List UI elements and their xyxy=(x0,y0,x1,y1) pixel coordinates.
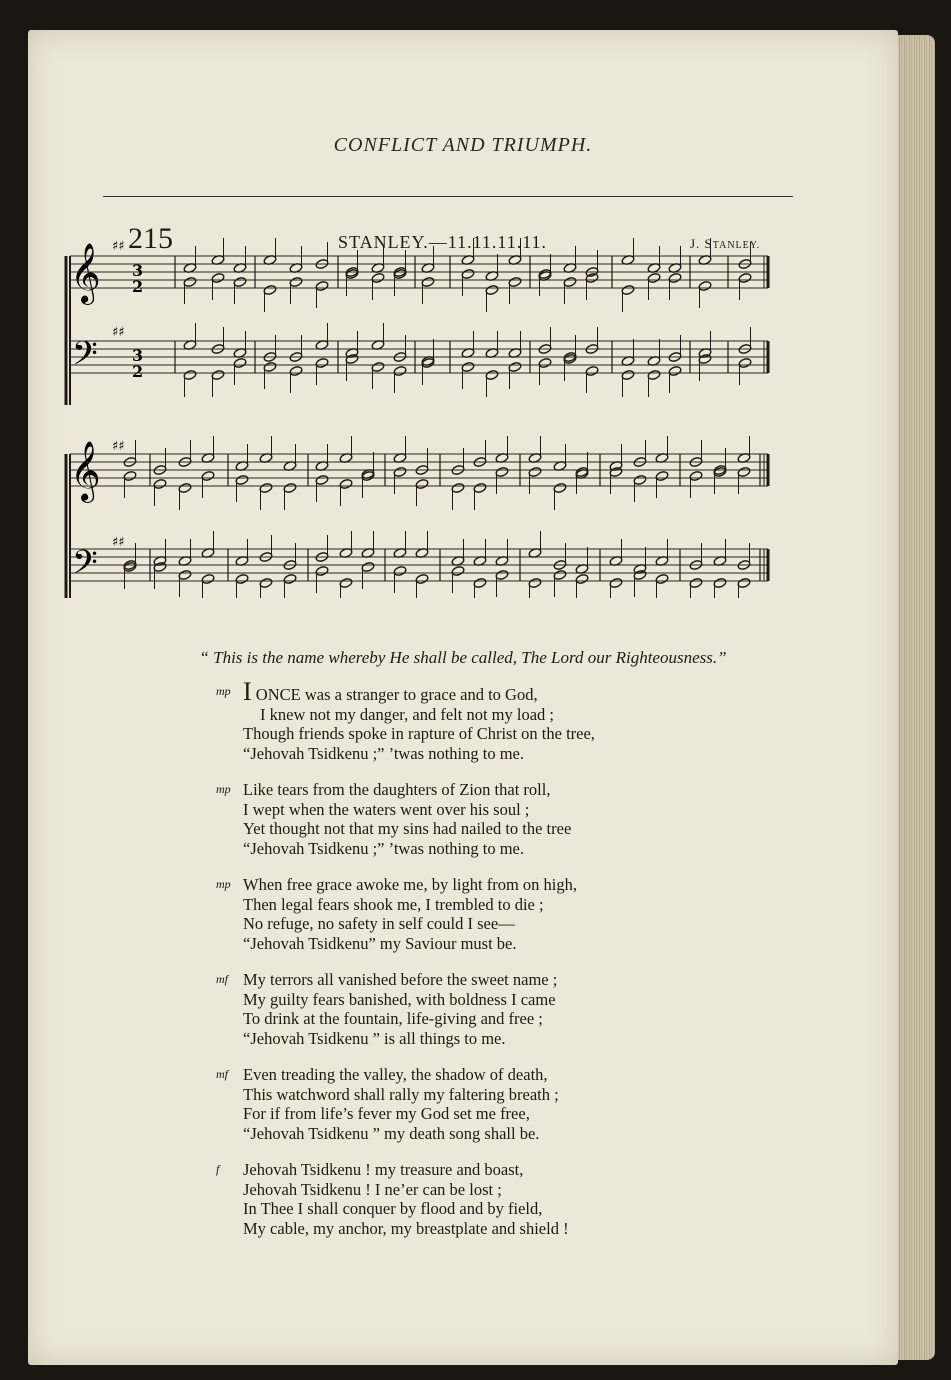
verse-line: Yet thought not that my sins had nailed to the tree xyxy=(243,819,572,838)
note-head xyxy=(737,466,751,477)
note-head xyxy=(575,573,589,584)
bass-clef-icon: 𝄢 xyxy=(72,544,98,590)
time-signature-bottom: 2 xyxy=(132,277,144,296)
note-head xyxy=(315,357,329,368)
note-head xyxy=(371,272,385,283)
verse-line: Though friends spoke in rapture of Christ on the tree, xyxy=(243,724,595,743)
note-head xyxy=(621,284,635,295)
dynamic-marking: mp xyxy=(216,684,231,698)
sharp-icon: ♯♯ xyxy=(112,239,125,254)
note-head xyxy=(315,280,329,291)
dynamic-marking: mf xyxy=(216,1067,228,1081)
verse-line: I ONCE was a stranger to grace and to God, xyxy=(243,677,538,706)
note-head xyxy=(713,577,727,588)
verse-line: Jehovah Tsidkenu ! my treasure and boast, xyxy=(243,1160,524,1179)
dynamic-marking: f xyxy=(216,1162,220,1176)
verse-3 xyxy=(218,875,818,953)
verse-1 xyxy=(216,677,818,763)
note-head xyxy=(698,353,712,364)
note-head xyxy=(689,577,703,588)
dynamic-marking: mp xyxy=(216,877,231,891)
dynamic-marking: mp xyxy=(216,782,231,796)
note-head xyxy=(393,565,407,576)
treble-clef-icon: 𝄞 xyxy=(70,243,101,303)
note-head xyxy=(421,276,435,287)
verse-line: No refuge, no safety in self could I see— xyxy=(243,914,515,933)
drop-cap: I xyxy=(243,677,252,706)
note-head xyxy=(668,365,682,376)
note-head xyxy=(609,466,623,477)
note-head xyxy=(201,470,215,481)
note-head xyxy=(508,276,522,287)
verse-6 xyxy=(218,1160,818,1238)
note-head xyxy=(689,470,703,481)
music-score xyxy=(60,228,780,598)
note-head xyxy=(361,561,375,572)
note-head xyxy=(289,276,303,287)
note-head xyxy=(259,482,273,493)
note-head xyxy=(183,276,197,287)
note-head xyxy=(345,353,359,364)
time-signature-top: 3 xyxy=(132,261,144,280)
note-head xyxy=(668,272,682,283)
verse-line: Even treading the valley, the shadow of death, xyxy=(243,1065,548,1084)
verse-line: For if from life’s fever my God set me free, xyxy=(243,1104,530,1123)
note-head xyxy=(235,573,249,584)
note-head xyxy=(528,577,542,588)
note-head xyxy=(473,577,487,588)
tune-title: STANLEY.—11.11.11.11. xyxy=(338,232,548,252)
verse-line: I wept when the waters went over his soul ; xyxy=(243,799,530,819)
note-head xyxy=(289,365,303,376)
note-head xyxy=(473,482,487,493)
verse-line: Then legal fears shook me, I trembled to die ; xyxy=(243,894,544,914)
verse-line: Like tears from the daughters of Zion that roll, xyxy=(243,780,551,799)
verse-line: To drink at the fountain, life-giving and free ; xyxy=(243,1009,543,1028)
time-signature-top: 3 xyxy=(132,346,144,365)
running-head: CONFLICT AND TRIUMPH. xyxy=(333,134,593,156)
treble-clef-icon: 𝄞 xyxy=(70,441,101,501)
note-head xyxy=(315,565,329,576)
note-head xyxy=(235,474,249,485)
dynamic-marking: mf xyxy=(216,972,228,986)
verse-line: When free grace awoke me, by light from on high, xyxy=(243,875,578,894)
composer-initial: J. S xyxy=(690,236,713,251)
note-head xyxy=(233,276,247,287)
note-head xyxy=(538,357,552,368)
note-head xyxy=(178,482,192,493)
note-head xyxy=(123,470,137,481)
time-signature-bottom: 2 xyxy=(132,362,144,381)
hymn-verses xyxy=(216,677,818,1255)
sharp-icon: ♯♯ xyxy=(112,325,125,340)
note-head xyxy=(178,569,192,580)
note-head xyxy=(283,482,297,493)
sharp-icon: ♯♯ xyxy=(112,439,125,454)
book-page-edges xyxy=(895,35,935,1360)
note-head xyxy=(655,470,669,481)
scripture-epigraph: “ This is the name whereby He shall be called, The Lord our Righteousness.” xyxy=(199,648,727,667)
note-head xyxy=(563,276,577,287)
verse-line: “Jehovah Tsidkenu ;” ’twas nothing to me. xyxy=(243,838,524,858)
note-head xyxy=(233,357,247,368)
verse-5 xyxy=(218,1065,818,1143)
verse-line: “Jehovah Tsidkenu” my Saviour must be. xyxy=(243,933,517,953)
verse-line: My cable, my anchor, my breastplate and shield ! xyxy=(243,1218,569,1238)
note-head xyxy=(508,361,522,372)
composer-rest: TANLEY. xyxy=(712,240,761,251)
note-head xyxy=(495,569,509,580)
note-head xyxy=(153,478,167,489)
note-head xyxy=(738,272,752,283)
note-head xyxy=(339,577,353,588)
note-head xyxy=(495,466,509,477)
note-head xyxy=(647,369,661,380)
note-head xyxy=(609,577,623,588)
note-head xyxy=(485,369,499,380)
note-head xyxy=(553,482,567,493)
note-head xyxy=(633,474,647,485)
note-head xyxy=(585,365,599,376)
header-rule xyxy=(103,196,793,197)
note-head xyxy=(553,569,567,580)
note-head xyxy=(485,284,499,295)
hymn-number: 215 xyxy=(128,222,173,255)
note-head xyxy=(698,280,712,291)
note-head xyxy=(283,573,297,584)
note-head xyxy=(211,369,225,380)
note-head xyxy=(738,357,752,368)
note-head xyxy=(259,577,273,588)
note-head xyxy=(655,573,669,584)
sharp-icon: ♯♯ xyxy=(112,535,125,550)
note-head xyxy=(371,361,385,372)
note-head xyxy=(415,478,429,489)
note-head xyxy=(585,272,599,283)
note-head xyxy=(451,482,465,493)
note-head xyxy=(451,565,465,576)
verse-line: Jehovah Tsidkenu ! I ne’er can be lost ; xyxy=(243,1179,502,1199)
verse-line: My guilty fears banished, with boldness I came xyxy=(243,989,556,1009)
verse-line: My terrors all vanished before the sweet name ; xyxy=(243,970,558,989)
note-head xyxy=(415,573,429,584)
note-head xyxy=(393,365,407,376)
note-head xyxy=(461,268,475,279)
note-head xyxy=(183,369,197,380)
note-head xyxy=(621,369,635,380)
verse-line: In Thee I shall conquer by flood and by field, xyxy=(243,1199,543,1218)
note-head xyxy=(263,284,277,295)
note-head xyxy=(528,466,542,477)
note-head xyxy=(737,577,751,588)
verse-line: “Jehovah Tsidkenu ;” ’twas nothing to me. xyxy=(243,743,524,763)
note-head xyxy=(647,272,661,283)
verse-4 xyxy=(218,970,818,1048)
verse-line: “Jehovah Tsidkenu ” my death song shall be. xyxy=(243,1123,540,1143)
note-head xyxy=(339,478,353,489)
verse-2 xyxy=(218,780,818,858)
verse-line: “Jehovah Tsidkenu ” is all things to me. xyxy=(243,1028,506,1048)
note-head xyxy=(263,361,277,372)
verse-line: This watchword shall rally my faltering breath ; xyxy=(243,1084,559,1104)
note-head xyxy=(633,569,647,580)
note-head xyxy=(211,272,225,283)
note-head xyxy=(461,361,475,372)
bass-clef-icon: 𝄢 xyxy=(72,335,98,381)
note-head xyxy=(393,466,407,477)
verse-line: I knew not my danger, and felt not my load ; xyxy=(260,704,554,724)
note-head xyxy=(201,573,215,584)
note-head xyxy=(315,474,329,485)
note-head xyxy=(153,561,167,572)
